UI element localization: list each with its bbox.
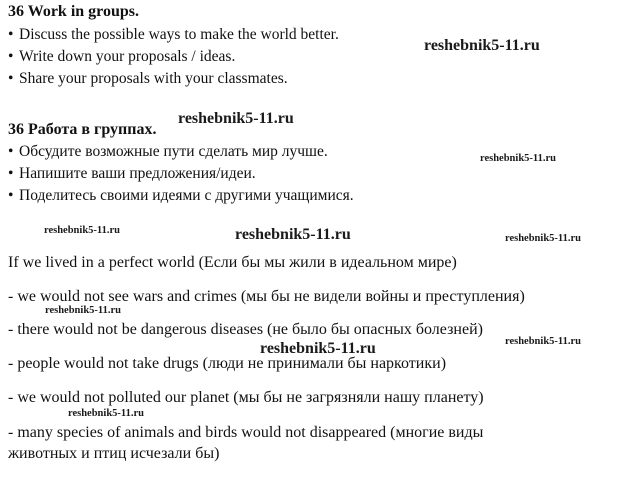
answer-intro: If we lived in a perfect world (Если бы мы жили в идеальном мире)	[8, 254, 457, 271]
bullet-icon: •	[8, 26, 14, 43]
answer-line: животных и птиц исчезали бы)	[8, 445, 220, 462]
list-item: • Share your proposals with your classmates.	[8, 68, 339, 90]
bullet-list-ru	[8, 141, 354, 207]
watermark: reshebnik5-11.ru	[44, 225, 120, 236]
watermark: reshebnik5-11.ru	[178, 110, 294, 127]
list-item: • Discuss the possible ways to make the world better.	[8, 24, 339, 46]
watermark: reshebnik5-11.ru	[505, 233, 581, 244]
list-item: • Напишите ваши предложения/идеи.	[8, 163, 354, 185]
watermark: reshebnik5-11.ru	[68, 408, 144, 419]
bullet-list-en	[8, 24, 339, 90]
bullet-icon: •	[8, 165, 14, 182]
list-item: • Обсудите возможные пути сделать мир лучше.	[8, 141, 354, 163]
list-item: • Поделитесь своими идеями с другими учащимися.	[8, 185, 354, 207]
answer-line: - many species of animals and birds would not disappeared (многие виды	[8, 424, 484, 441]
list-item: • Write down your proposals / ideas.	[8, 46, 339, 68]
watermark: reshebnik5-11.ru	[505, 336, 581, 347]
bullet-icon: •	[8, 187, 14, 204]
watermark: reshebnik5-11.ru	[480, 153, 556, 164]
answer-line: - we would not polluted our planet (мы бы не загрязняли нашу планету)	[8, 389, 484, 406]
bullet-icon: •	[8, 48, 14, 65]
bullet-icon: •	[8, 143, 14, 160]
watermark: reshebnik5-11.ru	[235, 226, 351, 243]
answer-line: - there would not be dangerous diseases (не было бы опасных болезней)	[8, 321, 483, 338]
watermark: reshebnik5-11.ru	[45, 305, 121, 316]
answer-line: - we would not see wars and crimes (мы бы не видели войны и преступления)	[8, 288, 525, 305]
answer-line: - people would not take drugs (люди не принимали бы наркотики)	[8, 355, 447, 372]
watermark: reshebnik5-11.ru	[260, 340, 376, 357]
watermark: reshebnik5-11.ru	[424, 37, 540, 54]
bullet-icon: •	[8, 70, 14, 87]
task-heading-ru: 36 Работа в группах.	[8, 121, 157, 138]
task-heading-en: 36 Work in groups.	[8, 3, 140, 20]
